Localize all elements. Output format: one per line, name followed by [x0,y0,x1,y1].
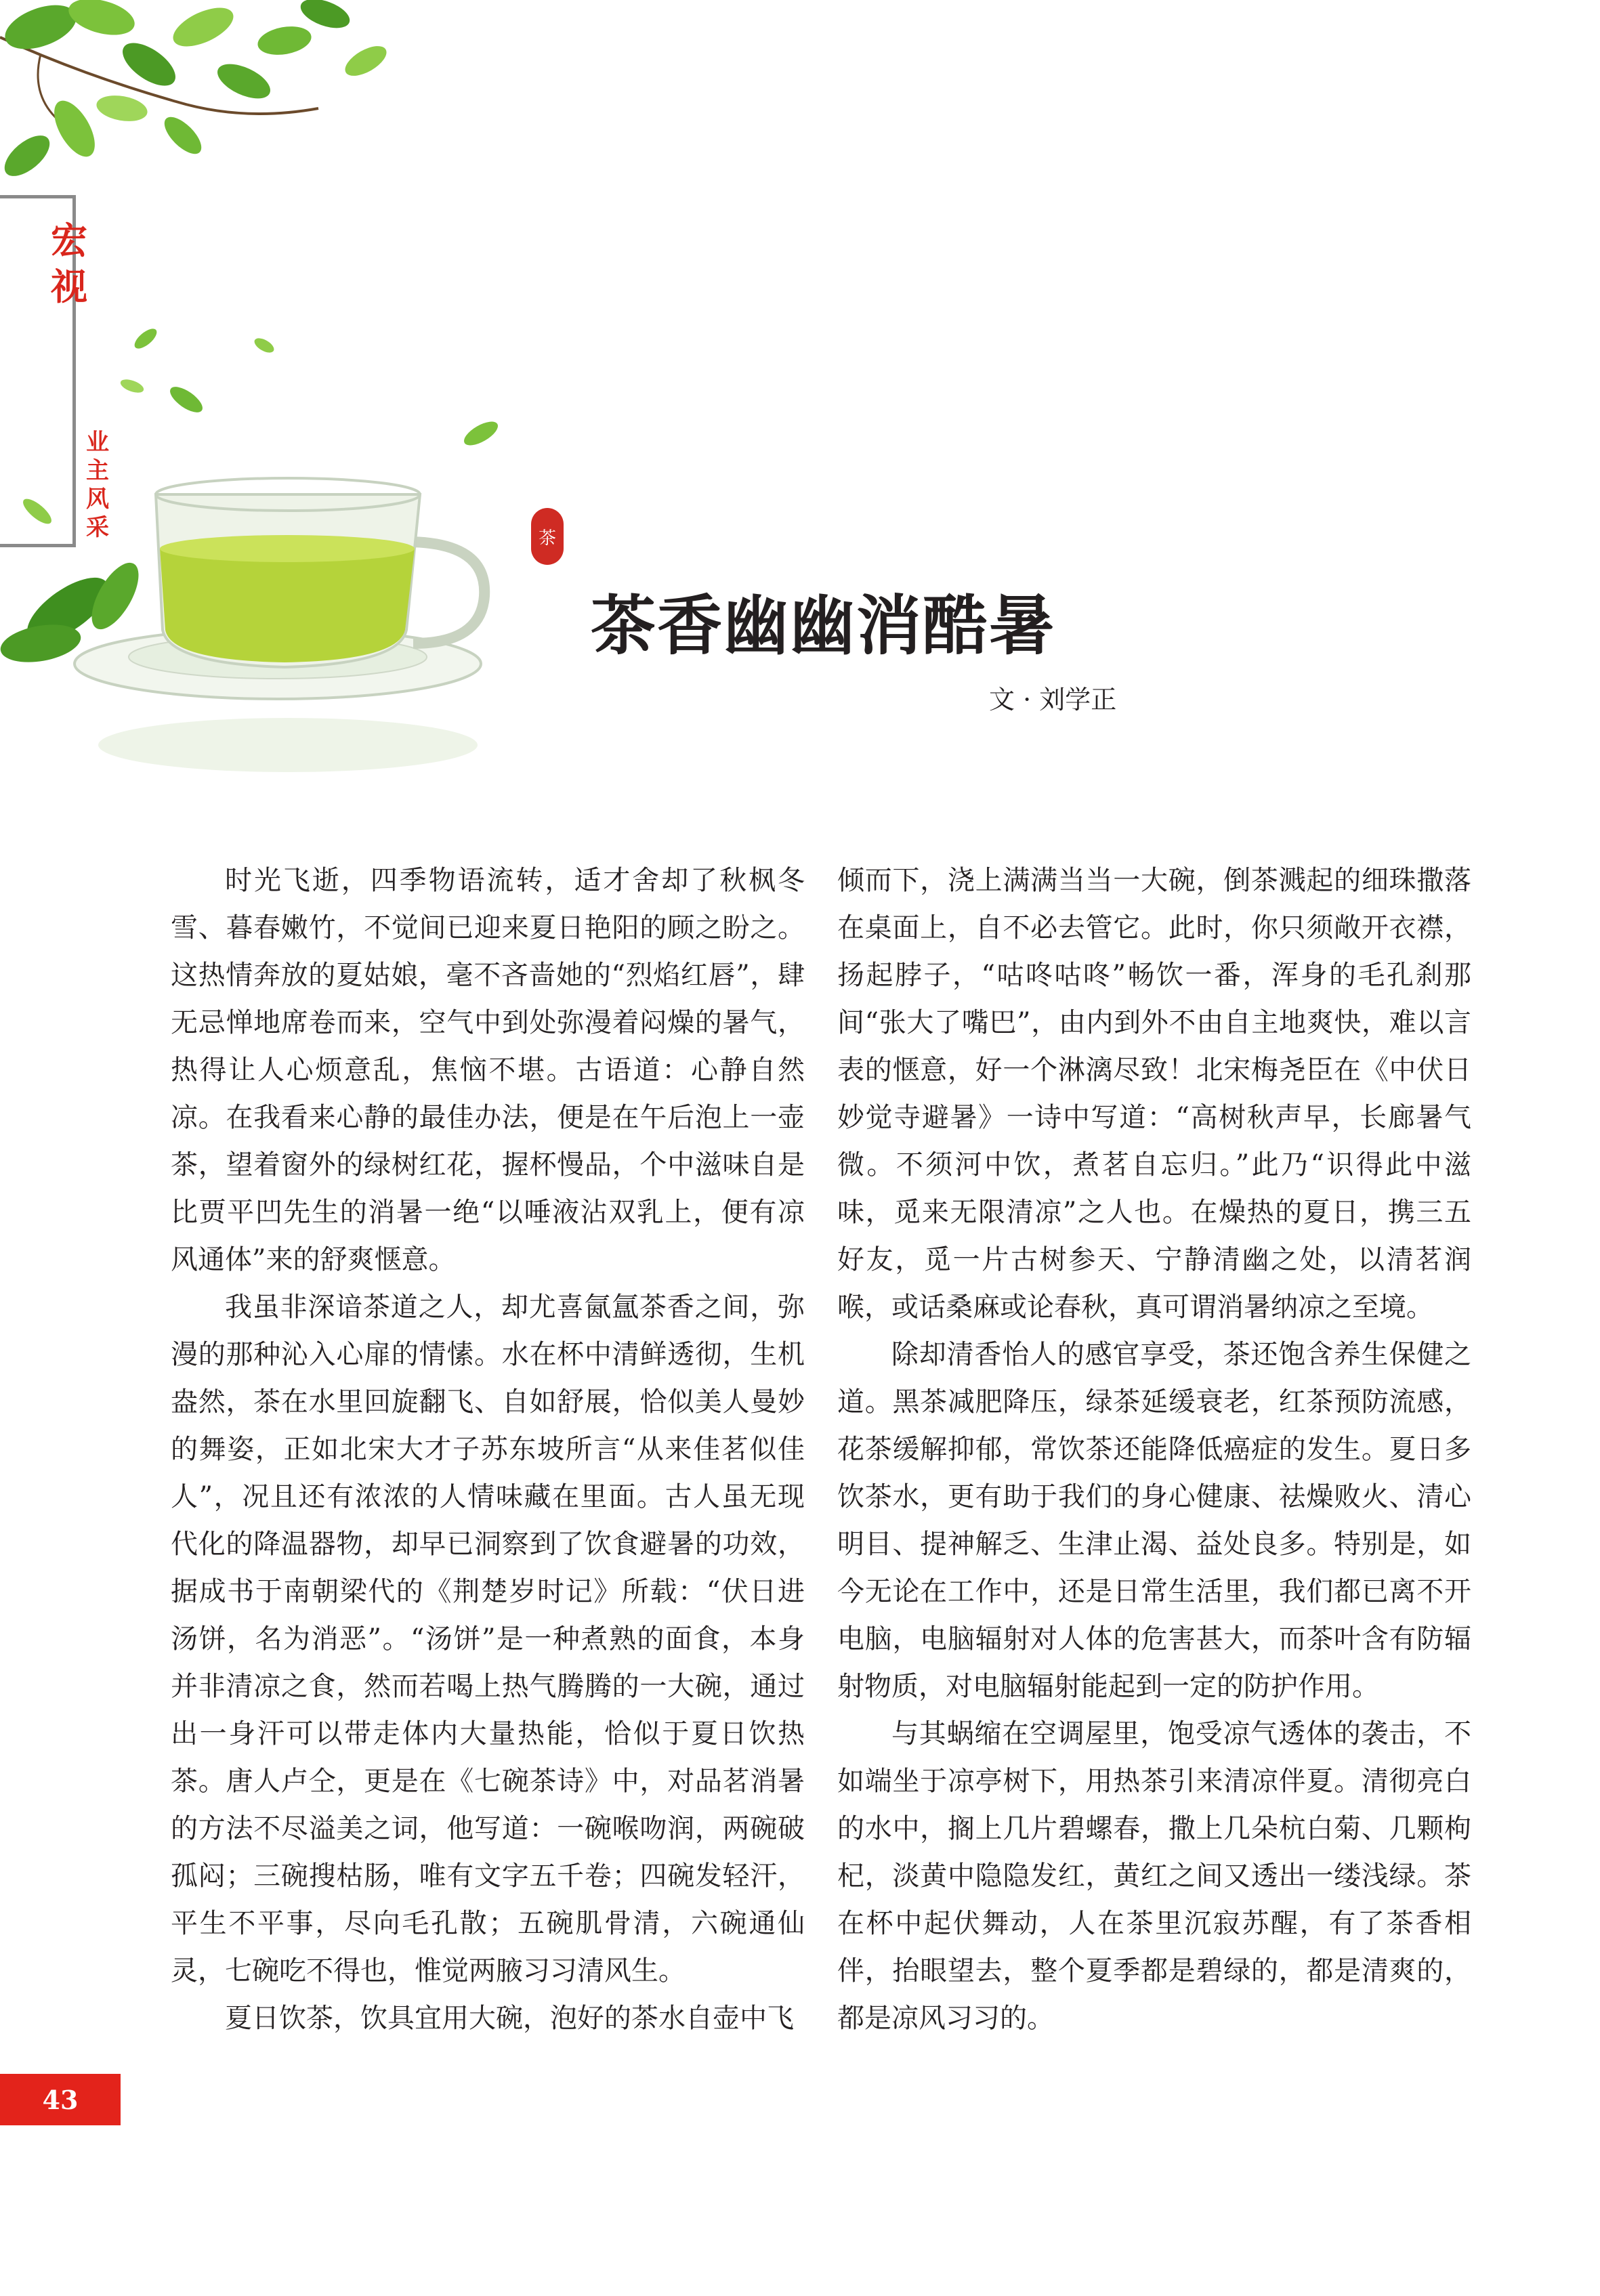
tea-cup-illustration [0,325,528,813]
paragraph-continuation: 倾而下，浇上满满当当一大碗，倒茶溅起的细珠撒落在桌面上，自不必去管它。此时，你只须敞开衣襟，扬起脖子，“咕咚咕咚”畅饮一番，浑身的毛孔刹那间“张大了嘴巴”，由内到外不由自主地爽快，难以言表的惬意，好一个淋漓尽致！北宋梅尧臣在《中伏日妙觉寺避暑》一诗中写道：“高树秋声早，长廊暑气微。不须河中饮，煮茗自忘归。”此乃“识得此中滋味，觅来无限清凉”之人也。在燥热的夏日，携三五好友，觅一片古树参天、宁静清幽之处，以清茗润喉，或话桑麻或论春秋，真可谓消暑纳凉之至境。 [837,865,1471,1323]
article-title: 茶香幽幽消酷暑 [591,587,1055,664]
article-column-right [837,857,1471,2042]
article-column-left [171,857,805,2042]
tea-seal-stamp: 茶 [531,508,564,565]
section-label: 宏视 [51,219,87,308]
paragraph: 时光飞逝，四季物语流转，适才舍却了秋枫冬雪、暮春嫩竹，不觉间已迎来夏日艳阳的顾之盼之。这热情奔放的夏姑娘，毫不吝啬她的“烈焰红唇”，肆无忌惮地席卷而来，空气中到处弥漫着闷燥的暑气，热得让人心烦意乱，焦恼不堪。古语道：心静自然凉。在我看来心静的最佳办法，便是在午后泡上一壶茶，望着窗外的绿树红花，握杯慢品，个中滋味自是比贾平凹先生的消暑一绝“以唾液沾双乳上，便有凉风通体”来的舒爽惬意。 [171,865,805,1275]
leaves-illustration [0,0,406,217]
paragraph: 我虽非深谙茶道之人，却尤喜氤氲茶香之间，弥漫的那种沁入心扉的情愫。水在杯中清鲜透彻，生机盎然，茶在水里回旋翻飞、自如舒展，恰似美人曼妙的舞姿，正如北宋大才子苏东坡所言“从来佳茗似佳人”，况且还有浓浓的人情味藏在里面。古人虽无现代化的降温器物，却早已洞察到了饮食避暑的功效，据成书于南朝梁代的《荆楚岁时记》所载：“伏日进汤饼，名为消恶”。“汤饼”是一种煮熟的面食，本身并非清凉之食，然而若喝上热气腾腾的一大碗，通过出一身汗可以带走体内大量热能，恰似于夏日饮热茶。唐人卢仝，更是在《七碗茶诗》中，对品茗消暑的方法不尽溢美之词，他写道：一碗喉吻润，两碗破孤闷；三碗搜枯肠，唯有文字五千卷；四碗发轻汗，平生不平事，尽向毛孔散；五碗肌骨清，六碗通仙灵，七碗吃不得也，惟觉两腋习习清风生。 [171,1292,805,1986]
paragraph: 夏日饮茶，饮具宜用大碗，泡好的茶水自壶中飞 [225,2003,794,2034]
paragraph: 除却清香怡人的感官享受，茶还饱含养生保健之道。黑茶减肥降压，绿茶延缓衰老，红茶预防流感，花茶缓解抑郁，常饮茶还能降低癌症的发生。夏日多饮茶水，更有助于我们的身心健康、祛燥败火、清心明目、提神解乏、生津止渴、益处良多。特别是，如今无论在工作中，还是日常生活里，我们都已离不开电脑，电脑辐射对人体的危害甚大，而茶叶含有防辐射物质，对电脑辐射能起到一定的防护作用。 [837,1339,1471,1702]
page-number: 43 [0,2074,121,2125]
paragraph: 与其蜗缩在空调屋里，饱受凉气透体的袭击，不如端坐于凉亭树下，用热茶引来清凉伴夏。清彻亮白的水中，搁上几片碧螺春，撒上几朵杭白菊、几颗枸杞，淡黄中隐隐发红，黄红之间又透出一缕浅绿。茶在杯中起伏舞动，人在茶里沉寂苏醒，有了茶香相伴，抬眼望去，整个夏季都是碧绿的，都是清爽的，都是凉风习习的。 [837,1718,1471,2034]
section-rule-top [0,195,76,198]
subsection-label: 业主风采 [86,429,109,541]
article-byline: 文 · 刘学正 [989,685,1117,715]
